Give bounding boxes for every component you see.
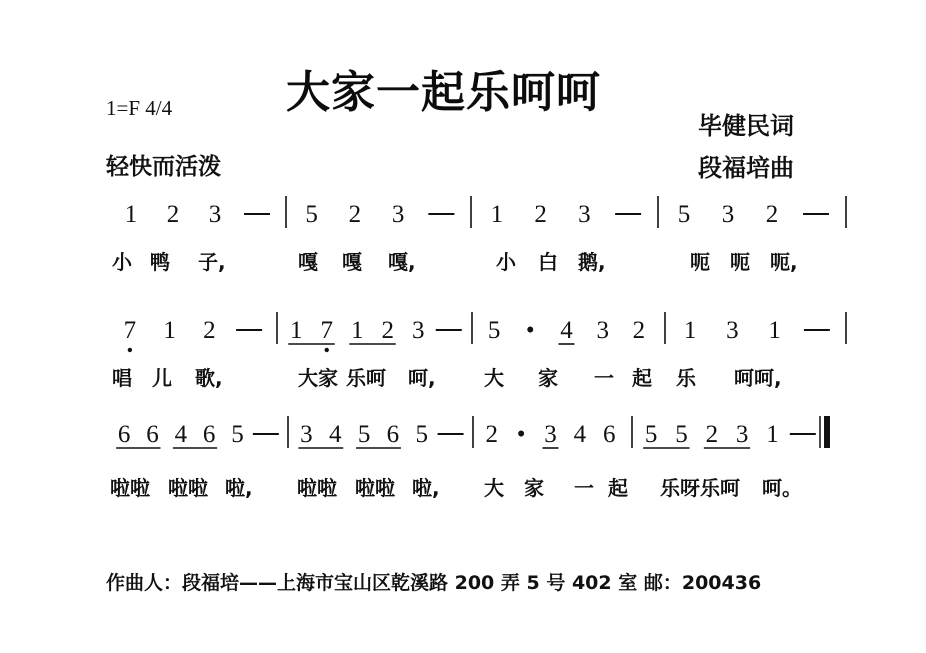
lyric-word: 乐 bbox=[676, 366, 696, 390]
note-number: 2 bbox=[485, 421, 498, 448]
lyric-word: 嘎 bbox=[342, 250, 362, 274]
note-number: 2 bbox=[705, 421, 719, 448]
lyric-word: 啦啦 bbox=[110, 476, 150, 500]
note-number: 2 bbox=[534, 201, 547, 228]
note-number: 3 bbox=[726, 317, 739, 344]
note-number: 6 bbox=[386, 421, 400, 448]
note-number: 5 bbox=[644, 421, 658, 448]
note-number: 3 bbox=[391, 201, 405, 228]
note-number: 1 bbox=[766, 421, 779, 448]
lyric-word: 儿 bbox=[152, 366, 172, 390]
note-number: 5 bbox=[357, 421, 371, 448]
note-number: 5 bbox=[305, 201, 318, 228]
note-number: 1 bbox=[683, 317, 697, 344]
lyric-word: 起 bbox=[608, 476, 628, 500]
note-number: 2 bbox=[348, 201, 362, 228]
lyric-word: 小 bbox=[496, 250, 516, 274]
note-number: 6 bbox=[603, 421, 616, 448]
note-number: 1 bbox=[290, 317, 303, 344]
note-number: 7 bbox=[123, 317, 137, 344]
lyric-word: 歌, bbox=[195, 366, 223, 390]
note-number: 3 bbox=[208, 201, 222, 228]
lyric-word: 乐呵 bbox=[346, 366, 386, 390]
note-number: 3 bbox=[300, 421, 313, 448]
note-number: 2 bbox=[381, 317, 394, 344]
lyric-word: 大 bbox=[484, 476, 504, 500]
note-number: 3 bbox=[721, 201, 735, 228]
octave-dot bbox=[128, 348, 132, 352]
lyric-word: 家 bbox=[538, 366, 558, 390]
augmentation-dot: • bbox=[516, 421, 526, 448]
augmentation-dot: • bbox=[525, 317, 535, 344]
lyric-word: 啦啦 bbox=[355, 476, 395, 500]
note-number: 4 bbox=[174, 421, 188, 448]
lyric-word: 一 bbox=[574, 476, 594, 500]
lyric-word: 呃 bbox=[730, 250, 750, 274]
lyric-word: 呃, bbox=[770, 250, 798, 274]
note-number: 3 bbox=[578, 201, 591, 228]
lyric-word: 白 bbox=[538, 250, 558, 274]
note-number: 2 bbox=[765, 201, 779, 228]
notation-line bbox=[125, 196, 846, 228]
note-number: 5 bbox=[415, 421, 428, 448]
lyric-word: 鹅, bbox=[578, 250, 606, 274]
note-number: 3 bbox=[412, 317, 425, 344]
lyric-word: 家 bbox=[524, 476, 544, 500]
lyric-word: 子, bbox=[198, 250, 226, 274]
note-number: 4 bbox=[329, 421, 342, 448]
note-number: 7 bbox=[320, 317, 333, 344]
lyric-word: 乐呀乐呵 bbox=[660, 476, 740, 500]
lyric-word: 呵, bbox=[408, 366, 436, 390]
note-number: 2 bbox=[203, 317, 216, 344]
note-number: 5 bbox=[677, 201, 691, 228]
lyric-word: 啦啦 bbox=[168, 476, 208, 500]
lyric-word: 大家 bbox=[298, 366, 338, 390]
lyric-word: 呵。 bbox=[762, 476, 802, 500]
lyric-word: 啦, bbox=[225, 476, 253, 500]
note-number: 6 bbox=[202, 421, 216, 448]
note-number: 4 bbox=[560, 317, 573, 344]
note-number: 5 bbox=[231, 421, 244, 448]
lyric-word: 呵呵, bbox=[734, 366, 782, 390]
lyric-word: 啦啦 bbox=[297, 476, 337, 500]
lyric-word: 唱 bbox=[112, 366, 132, 390]
composer-credit: 段福培曲 bbox=[698, 154, 794, 182]
final-bar-thick bbox=[824, 416, 830, 448]
lyric-word: 大 bbox=[484, 366, 504, 390]
note-number: 1 bbox=[490, 201, 504, 228]
note-number: 1 bbox=[163, 317, 176, 344]
note-number: 1 bbox=[351, 317, 364, 344]
lyric-word: 鸭 bbox=[150, 250, 170, 274]
tempo-marking: 轻快而活泼 bbox=[106, 154, 221, 180]
lyric-word: 嘎 bbox=[298, 250, 318, 274]
notation-line bbox=[116, 416, 830, 448]
notation-line bbox=[124, 312, 846, 352]
note-number: 2 bbox=[166, 201, 180, 228]
note-number: 1 bbox=[768, 317, 781, 344]
note-number: 5 bbox=[487, 317, 501, 344]
note-number: 3 bbox=[735, 421, 749, 448]
note-number: 3 bbox=[544, 421, 557, 448]
octave-dot bbox=[325, 348, 329, 352]
note-number: 3 bbox=[596, 317, 609, 344]
lyric-word: 一 bbox=[594, 366, 614, 390]
lyric-word: 呃 bbox=[690, 250, 710, 274]
note-number: 2 bbox=[632, 317, 646, 344]
note-number: 6 bbox=[146, 421, 159, 448]
lyric-word: 小 bbox=[112, 250, 132, 274]
note-number: 5 bbox=[675, 421, 688, 448]
note-number: 6 bbox=[117, 421, 131, 448]
lyric-word: 嘎, bbox=[388, 250, 416, 274]
lyric-word: 啦, bbox=[412, 476, 440, 500]
song-title: 大家一起乐呵呵 bbox=[286, 67, 601, 118]
composer-contact-footer: 作曲人：段福培——上海市宝山区乾溪路 200 弄 5 号 402 室 邮：200436 bbox=[106, 572, 762, 594]
key-time-signature: 1=F 4/4 bbox=[106, 96, 173, 120]
lyricist-credit: 毕健民词 bbox=[698, 112, 794, 140]
lyric-word: 起 bbox=[632, 366, 652, 390]
note-number: 4 bbox=[573, 421, 587, 448]
note-number: 1 bbox=[124, 201, 138, 228]
